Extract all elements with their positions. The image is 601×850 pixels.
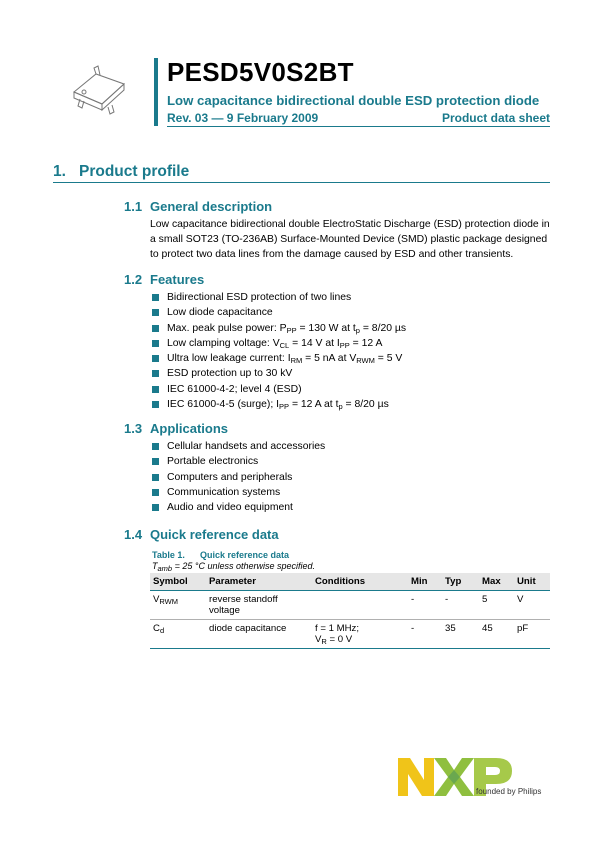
section-divider [53, 182, 550, 183]
subsection-title: General description [150, 199, 273, 214]
column-header: Parameter [206, 573, 312, 591]
list-item: Low diode capacitance [152, 305, 406, 320]
table-cell: f = 1 MHz; $V_R = 0$ V [312, 620, 408, 649]
table-cell: $C_d$ [150, 620, 206, 649]
bullet-icon [152, 443, 159, 450]
subsection-title: Features [150, 272, 205, 287]
list-item: Cellular handsets and accessories [152, 439, 325, 454]
general-description-text: Low capacitance bidirectional double ElectroStatic Discharge (ESD) protection diode in a small SOT23 (TO-236AB) Surface-Mounted Device (SMD) plastic package designed to protect two data lines from the damage caused by ESD and other transients. [150, 219, 550, 260]
table-header-row [150, 573, 550, 591]
bullet-icon [152, 309, 159, 316]
section-heading [53, 163, 189, 181]
table-cell: diode capacitance [206, 620, 312, 649]
list-item: Max. peak pulse power: $P_{PP} = 130$ W at $t_p = 8/20$ µs [152, 321, 406, 336]
table-row [150, 591, 550, 620]
subsection-number: 1.3 [124, 421, 143, 436]
table-cell [312, 591, 408, 620]
document-type: Product data sheet [441, 111, 550, 125]
header-accent-bar [154, 58, 158, 126]
bullet-icon [152, 489, 159, 496]
table-cell: 45 [479, 620, 514, 649]
column-header: Max [479, 573, 514, 591]
subsection-number: 1.2 [124, 272, 143, 287]
table-cell: - [408, 620, 442, 649]
bullet-icon [152, 504, 159, 511]
bullet-icon [152, 386, 159, 393]
bullet-icon [152, 458, 159, 465]
subsection-quickref-heading [124, 527, 279, 542]
list-item: Audio and video equipment [152, 500, 325, 515]
list-item: Computers and peripherals [152, 470, 325, 485]
bullet-icon [152, 474, 159, 481]
section-title: Product profile [79, 163, 190, 180]
bullet-icon [152, 401, 159, 408]
list-item: ESD protection up to 30 kV [152, 366, 406, 381]
table-cell: 5 [479, 591, 514, 620]
list-item: Low clamping voltage: $V_{CL} = 14$ V at $I_{PP} = 12$ A [152, 336, 406, 351]
list-item: Communication systems [152, 485, 325, 500]
product-title: PESD5V0S2BT [167, 57, 354, 87]
bullet-icon [152, 355, 159, 362]
applications-list [152, 439, 325, 515]
bullet-icon [152, 325, 159, 332]
bullet-icon [152, 294, 159, 301]
features-list [152, 290, 406, 412]
product-subtitle: Low capacitance bidirectional double ESD protection diode [167, 93, 540, 108]
column-header: Min [408, 573, 442, 591]
list-item: Ultra low leakage current: $I_{RM} = 5$ nA at $V_{RWM} = 5$ V [152, 351, 406, 366]
column-header: Typ [442, 573, 479, 591]
subsection-applications-heading [124, 421, 228, 436]
table-cell: - [408, 591, 442, 620]
column-header: Symbol [150, 573, 206, 591]
list-item: IEC 61000-4-2; level 4 (ESD) [152, 382, 406, 397]
revision-info: Rev. 03 — 9 February 2009 [167, 111, 319, 125]
logo-tagline: founded by Philips [476, 787, 542, 796]
table-cell: reverse standoff voltage [206, 591, 312, 620]
table-cell: pF [514, 620, 550, 649]
header-divider [167, 126, 550, 127]
subsection-general-heading [124, 199, 272, 214]
table-title: Quick reference data [200, 550, 290, 560]
sot23-package-icon [66, 62, 136, 122]
subsection-number: 1.4 [124, 527, 143, 542]
table-note: $T_{amb} = 25$ °C unless otherwise specified. [152, 561, 316, 573]
table-cell: V [514, 591, 550, 620]
table-caption [152, 550, 289, 560]
subsection-features-heading [124, 272, 204, 287]
bullet-icon [152, 340, 159, 347]
table-label: Table 1. [152, 550, 185, 560]
list-item: Portable electronics [152, 454, 325, 469]
subsection-title: Applications [150, 421, 229, 436]
list-item: IEC 61000-4-5 (surge); $I_{PP} = 12$ A at $t_p = 8/20$ µs [152, 397, 406, 412]
section-number: 1. [53, 163, 66, 180]
subsection-title: Quick reference data [150, 527, 279, 542]
list-item: Bidirectional ESD protection of two lines [152, 290, 406, 305]
table-row [150, 620, 550, 649]
column-header: Unit [514, 573, 550, 591]
table-cell: - [442, 591, 479, 620]
table-cell: 35 [442, 620, 479, 649]
subsection-number: 1.1 [124, 199, 143, 214]
quick-reference-table [150, 573, 550, 649]
table-cell: $V_{RWM}$ [150, 591, 206, 620]
bullet-icon [152, 370, 159, 377]
column-header: Conditions [312, 573, 408, 591]
